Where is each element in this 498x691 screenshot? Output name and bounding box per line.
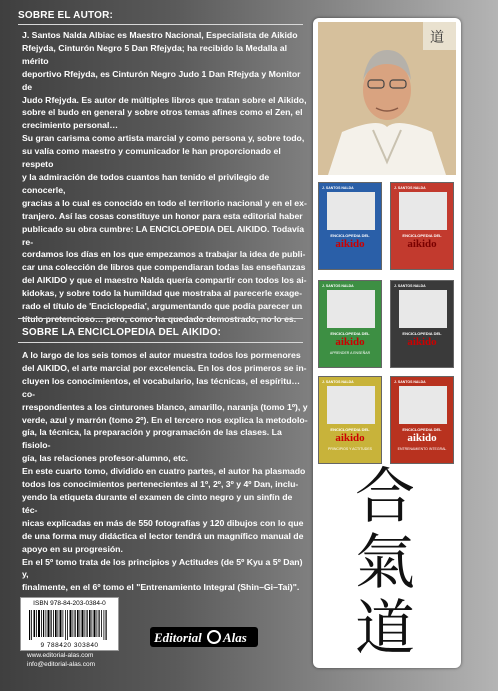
email-link[interactable]: info@editorial-alas.com	[27, 661, 96, 668]
encyclopedia-text	[22, 349, 308, 594]
book-title: aikido	[335, 432, 365, 444]
author-divider	[18, 24, 303, 25]
author-line: rado el título de 'Enciclopedia', argumentando que podía parecer un	[22, 301, 303, 312]
book-series: ENCICLOPEDIA DEL	[330, 331, 370, 336]
book-author: J. SANTOS NALDA	[394, 186, 426, 190]
book-subtitle: PRINCIPIOS Y ACTITUDES	[327, 447, 373, 451]
book-photo	[327, 290, 375, 328]
calligraphy-char-1: 合	[355, 462, 415, 532]
encyclopedia-line: gía, la técnica, la preparación y programación de las clases. La fisiolo-	[22, 427, 282, 451]
author-line: Judo Rfejyda. Es autor de múltiples libros que tratan sobre el Aikido,	[22, 94, 307, 105]
author-line: y la admiración de todos cuantos han tenido el privilegio de conocerle,	[22, 171, 270, 195]
author-line	[22, 313, 308, 326]
encyclopedia-line: finalmente, en el 6º tomo el "Entrenamiento Integral (Shin–Gi–Tai)".	[22, 582, 300, 593]
book-series: ENCICLOPEDIA DEL	[330, 427, 370, 432]
encyclopedia-line: yendo la etiqueta durante el examen de cinto negro y un sinfín de téc-	[22, 491, 293, 515]
book-author: J. SANTOS NALDA	[322, 284, 354, 288]
author-portrait-image	[318, 22, 456, 175]
book-cover-4	[390, 280, 454, 368]
author-line: car una colección de libros que compendiaran todas las enseñanzas	[22, 262, 306, 273]
svg-text:道: 道	[430, 30, 444, 46]
book-photo	[399, 290, 447, 328]
author-line: del AIKIDO y que el maestro Nalda quería compartir con todos los ai-	[22, 275, 307, 286]
book-photo	[327, 192, 375, 230]
book-cover-5	[318, 376, 382, 464]
encyclopedia-line: del AIKIDO, el arte marcial por excelencia. En los dos primeros se in-	[22, 362, 307, 373]
author-line: deportivo Rfejyda, es Cinturón Negro Judo 1 Dan Rfejyda y Monitor de	[22, 68, 301, 92]
author-heading: SOBRE EL AUTOR:	[18, 10, 114, 21]
author-text	[22, 29, 308, 326]
book-subtitle: ENTRENAMIENTO INTEGRAL	[397, 447, 447, 451]
book-title: aikido	[407, 432, 437, 444]
encyclopedia-line: todos los conocimientos pertenecientes al 1º, 2º, 3º y 4º Dan, inclu-	[22, 479, 299, 490]
author-line: sobre el budo en general y sobre otros temas afines como el Zen, el	[22, 107, 303, 118]
aikido-calligraphy	[330, 455, 440, 660]
book-series: ENCICLOPEDIA DEL	[402, 331, 442, 336]
book-photo	[399, 386, 447, 424]
author-line: crecimiento personal…	[22, 120, 119, 131]
calligraphy-graphic	[330, 455, 440, 660]
encyclopedia-line: de una forma muy didáctica el lector tendrá un magnífico manual de	[22, 530, 304, 541]
author-line: kidokas, y sobre todo la humildad que mostraba al parecerle exage-	[22, 288, 303, 299]
calligraphy-char-3: 道	[355, 594, 415, 660]
encyclopedia-line: nicas explicadas en más de 550 fotografías y 120 dibujos con lo que	[22, 517, 304, 528]
book-cover-3	[318, 280, 382, 368]
author-line: cordamos los días en los que empezamos a trabajar la idea de publi-	[22, 249, 306, 260]
book-title: aikido	[407, 336, 437, 348]
book-series: ENCICLOPEDIA DEL	[330, 233, 370, 238]
author-line: gracias a lo cual es conocido en todo el territorio nacional y en el ex-	[22, 197, 307, 208]
encyclopedia-line: En este cuarto tomo, dividido en cuatro partes, el autor ha plasmado	[22, 466, 306, 477]
encyclopedia-line: gía, las relaciones profesor-alumno, etc.	[22, 453, 189, 464]
barcode	[20, 597, 119, 651]
encyclopedia-line: cluyen los conocimientos, el vocabulario, las técnicas, el espíritu… co-	[22, 375, 301, 399]
publisher-logo	[150, 624, 258, 650]
book-title: aikido	[335, 336, 365, 348]
barcode-number: 9 788420 303840	[40, 642, 99, 649]
author-line: publicado su obra cumbre: LA ENCICLOPEDIA DEL AIKIDO. Todavía re-	[22, 223, 305, 247]
author-line: J. Santos Nalda Albiac es Maestro Nacional, Especialista de Aikido	[22, 30, 298, 40]
calligraphy-char-2: 氣	[355, 528, 415, 598]
encyclopedia-line: verde, azul y marrón (tomo 2º). En el tercero nos explica la metodolo-	[22, 414, 308, 425]
book-photo	[327, 386, 375, 424]
publisher-name-right: Alas	[223, 630, 247, 645]
book-author: J. SANTOS NALDA	[394, 380, 426, 384]
book-author: J. SANTOS NALDA	[322, 186, 354, 190]
encyclopedia-line: rrespondientes a los cinturones blanco, amarillo, naranja (tomo 1º), y	[22, 401, 308, 412]
encyclopedia-line: A lo largo de los seis tomos el autor muestra todos los pormenores	[22, 350, 301, 360]
book-cover-6	[390, 376, 454, 464]
isbn-label: ISBN 978-84-203-0384-0	[33, 600, 106, 607]
book-series: ENCICLOPEDIA DEL	[402, 233, 442, 238]
book-cover-1	[318, 182, 382, 270]
author-photo	[318, 22, 456, 175]
author-line: su valía como maestro y comunicador le han proporcionado el respeto	[22, 146, 281, 170]
book-subtitle: APRENDER A ENSEÑAR	[329, 351, 371, 355]
author-line: Su gran carisma como artista marcial y como persona y, sobre todo,	[22, 133, 305, 144]
encyclopedia-heading: SOBRE LA ENCICLOPEDIA DEL AIKIDO:	[22, 327, 222, 338]
book-title: aikido	[407, 238, 437, 250]
encyclopedia-divider	[18, 342, 303, 343]
website-link[interactable]: www.editorial-alas.com	[27, 652, 94, 659]
encyclopedia-line: En el 5º tomo trata de los principios y Actitudes (de 5º Kyu a 5º Dan) y,	[22, 556, 303, 580]
encyclopedia-divider-top	[18, 318, 303, 319]
author-line: Rfejyda, Cinturón Negro 5 Dan Rfejyda; ha recibido la Medalla al mérito	[22, 42, 288, 66]
author-line: tranjero. Así las cosas constituye un honor para esta editorial haber	[22, 210, 303, 221]
book-title: aikido	[335, 238, 365, 250]
publisher-name-left: Editorial	[154, 630, 202, 645]
book-author: J. SANTOS NALDA	[394, 284, 426, 288]
publisher-logo-graphic	[150, 624, 258, 650]
book-author: J. SANTOS NALDA	[322, 380, 354, 384]
book-series: ENCICLOPEDIA DEL	[402, 427, 442, 432]
book-cover-2	[390, 182, 454, 270]
book-photo	[399, 192, 447, 230]
encyclopedia-line: apoyo en su progresión.	[22, 543, 123, 554]
